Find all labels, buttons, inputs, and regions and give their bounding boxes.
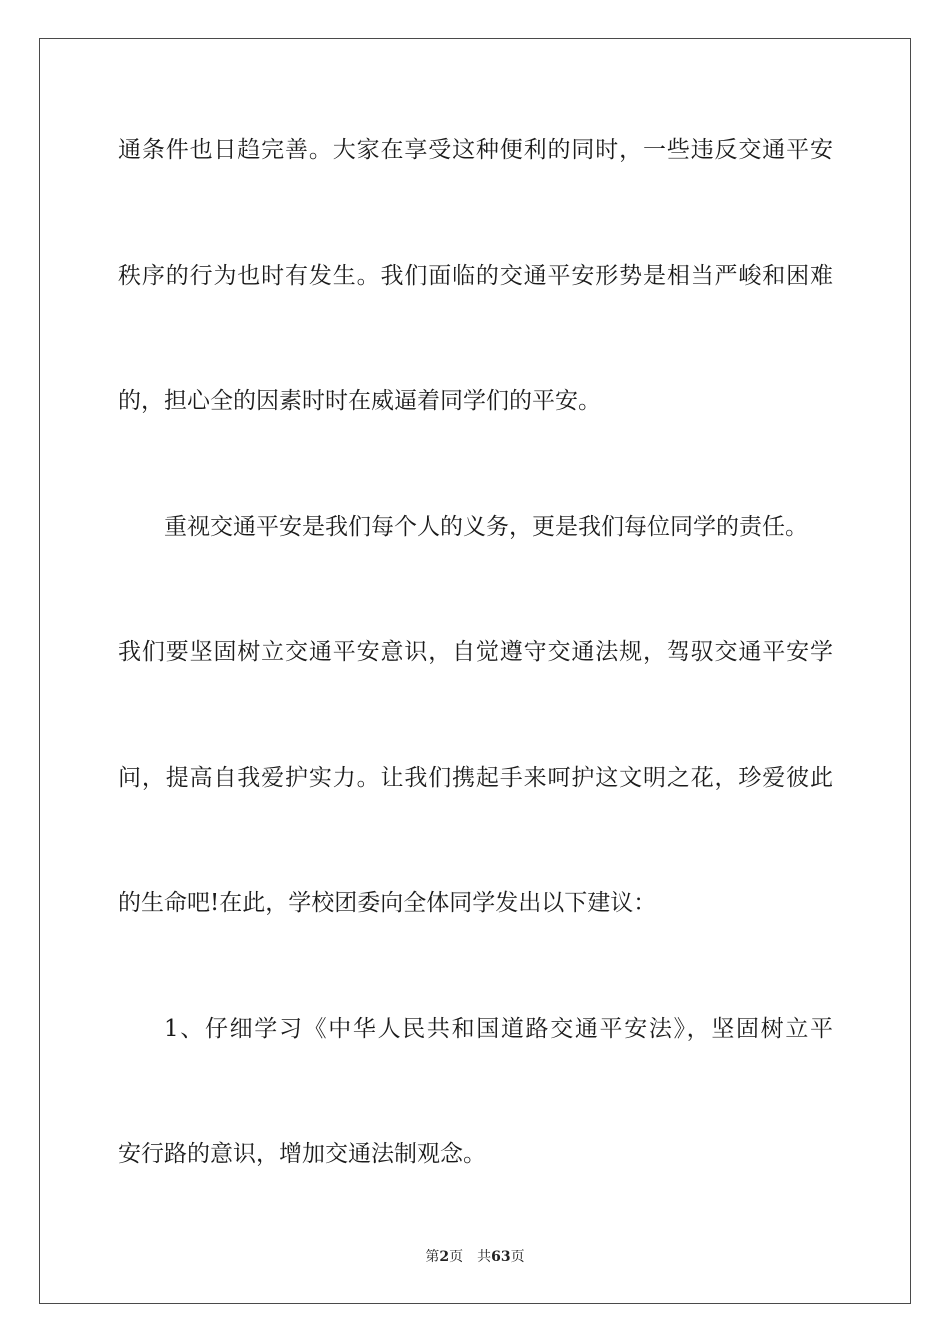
footer-page-prefix: 第: [425, 1249, 440, 1265]
body-line-5: 我们要坚固树立交通平安意识，自觉遵守交通法规，驾驭交通平安学: [118, 639, 833, 665]
body-line-3: 的，担心全的因素时时在威逼着同学们的平安。: [118, 388, 601, 414]
footer-total-pages: 63: [491, 1249, 511, 1265]
body-line-7: 的生命吧!在此，学校团委向全体同学发出以下建议：: [118, 890, 657, 916]
footer-page-number: 2: [439, 1249, 450, 1265]
page-border: [39, 38, 911, 1304]
footer-page-suffix: 页: [449, 1249, 464, 1265]
body-line-2: 秩序的行为也时有发生。我们面临的交通平安形势是相当严峻和困难: [118, 263, 833, 289]
page-footer: [0, 1248, 950, 1266]
body-line-4: 重视交通平安是我们每个人的义务，更是我们每位同学的责任。: [164, 514, 808, 540]
body-line-8: 1、仔细学习《中华人民共和国道路交通平安法》，坚固树立平: [164, 1016, 833, 1042]
footer-total-prefix: 共: [477, 1249, 492, 1265]
body-line-6: 问，提高自我爱护实力。让我们携起手来呵护这文明之花，珍爱彼此: [118, 765, 833, 791]
body-line-1: 通条件也日趋完善。大家在享受这种便利的同时，一些违反交通平安: [118, 137, 833, 163]
body-line-9: 安行路的意识，增加交通法制观念。: [118, 1141, 486, 1167]
footer-total-suffix: 页: [510, 1249, 525, 1265]
